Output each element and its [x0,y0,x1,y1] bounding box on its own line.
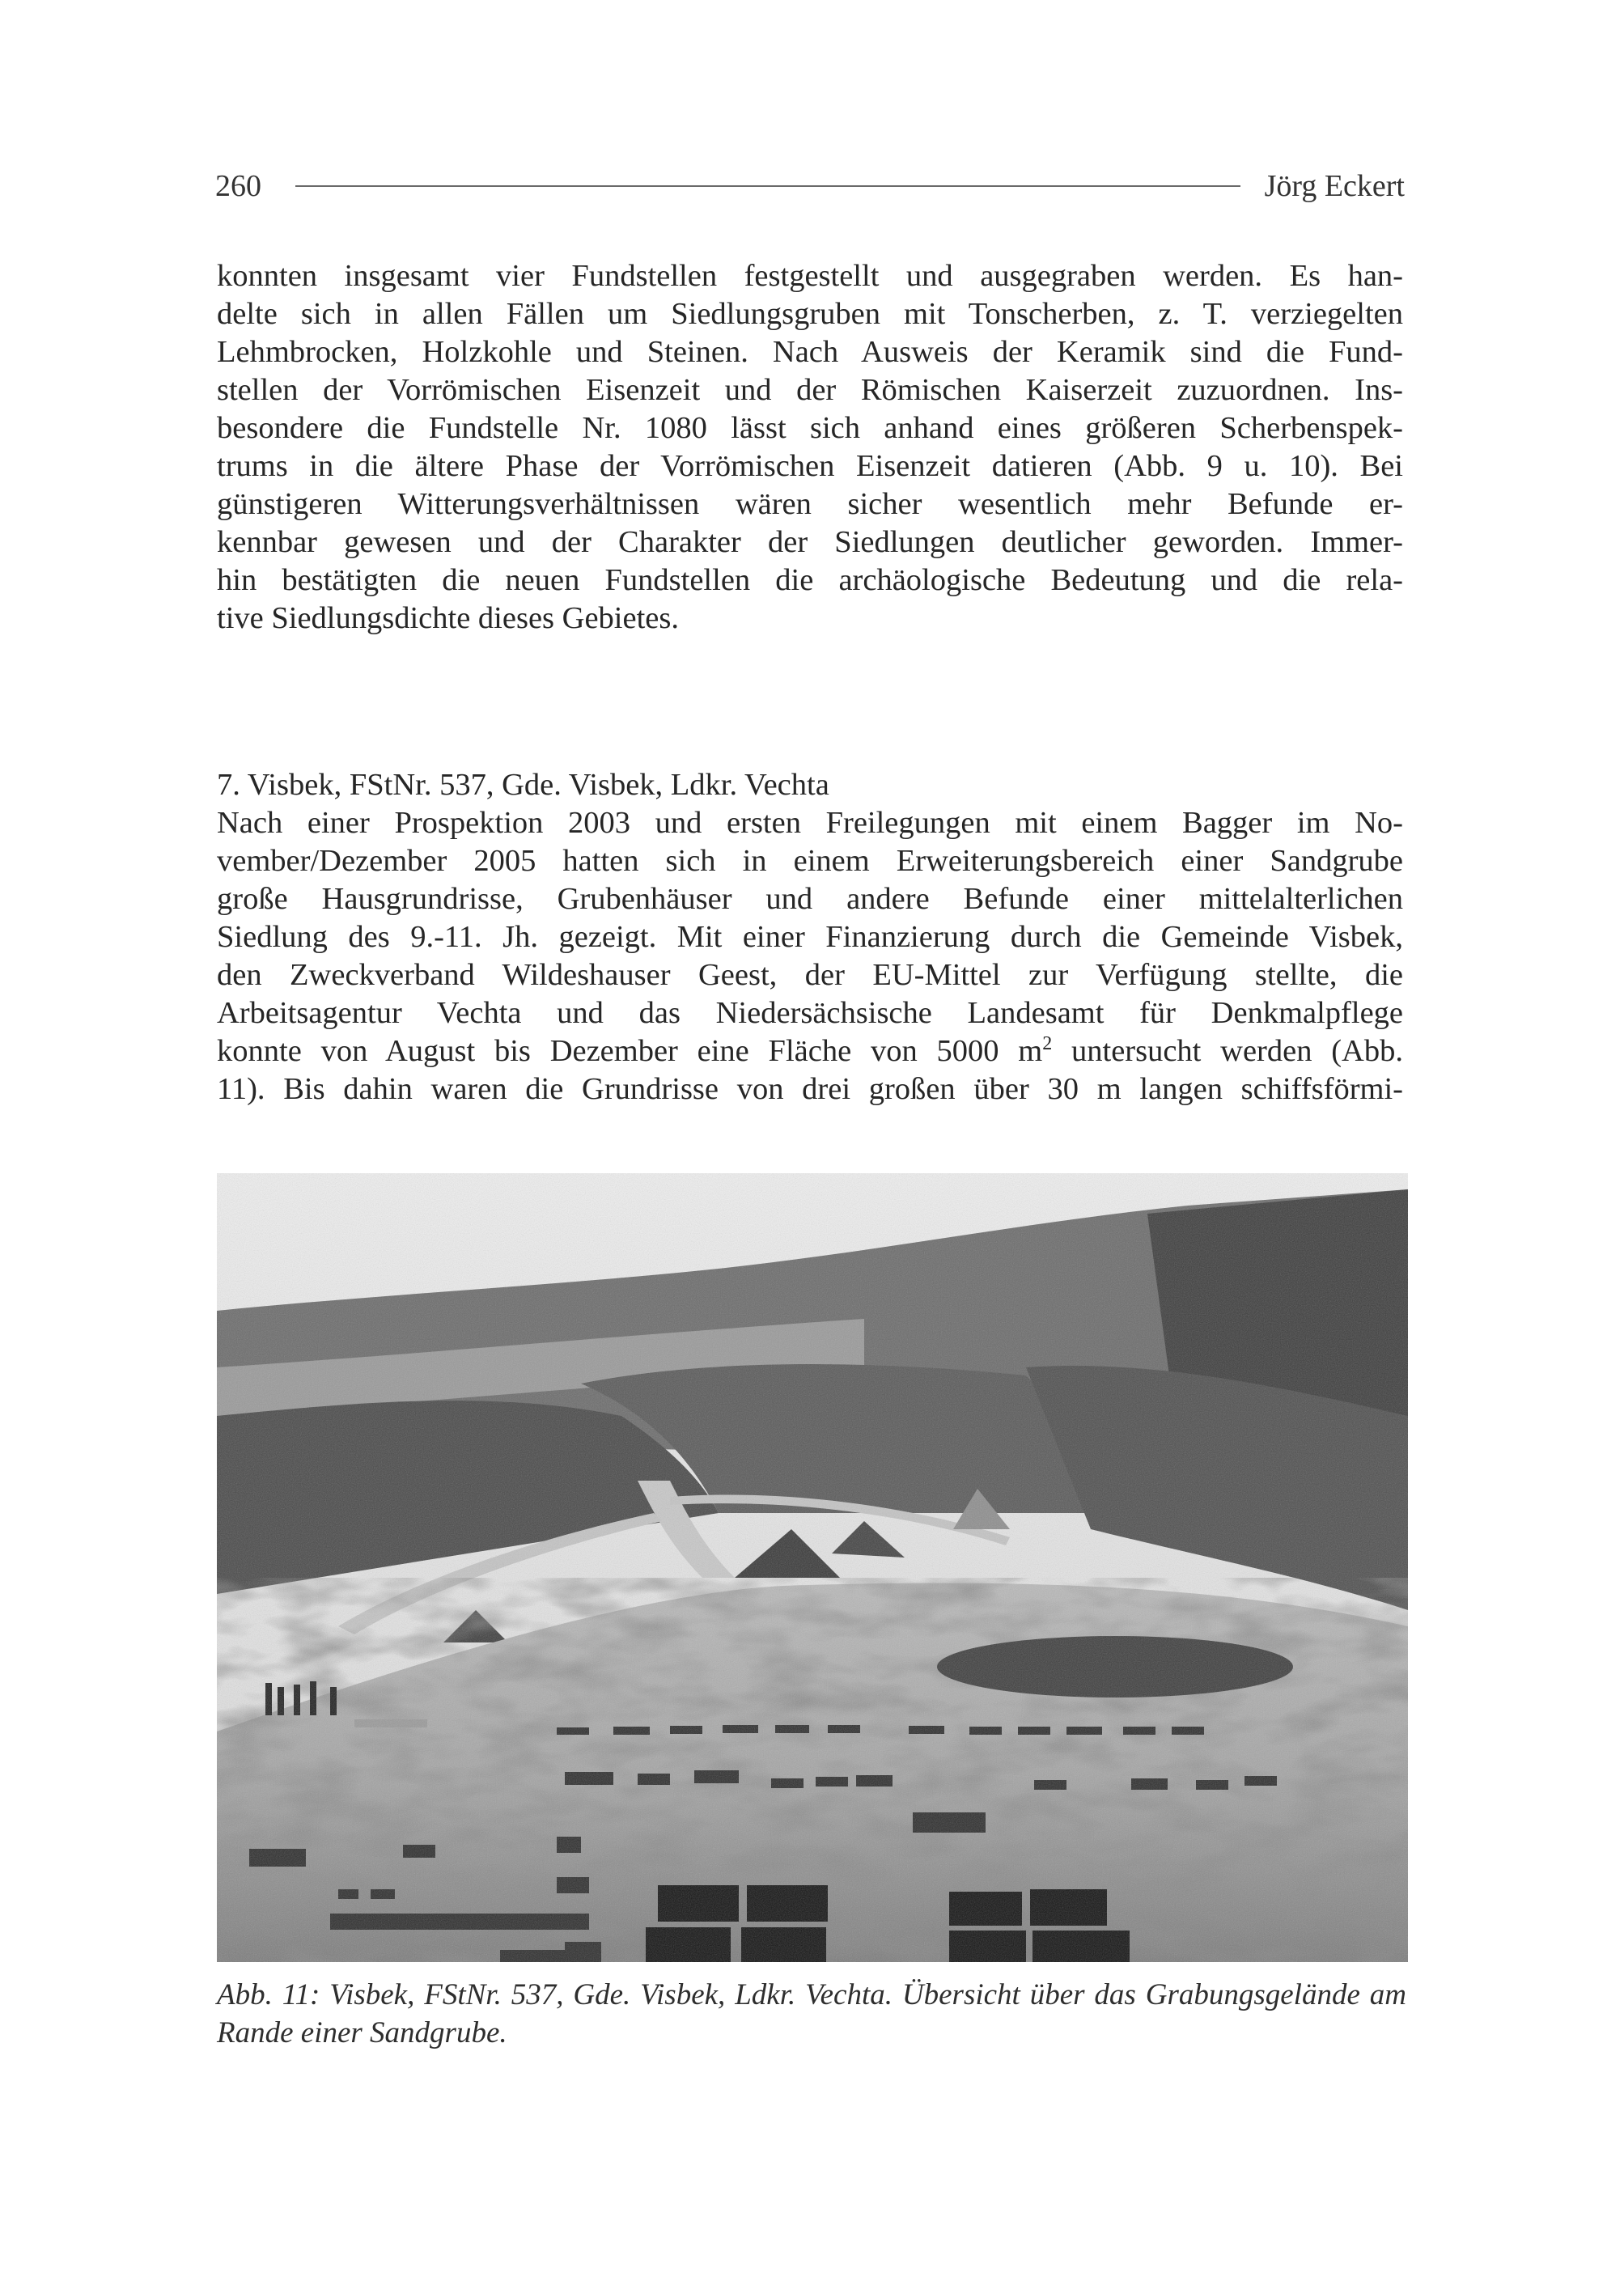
text-line: tive Siedlungsdichte dieses Gebietes. [217,601,679,635]
excavation-photo [217,1173,1408,1962]
photo-illustration [217,1173,1408,1962]
text-fragment: untersucht werden (Abb. [1052,1034,1403,1068]
superscript: 2 [1042,1033,1053,1054]
photo-grain [217,1173,1408,1962]
section-heading: 7. Visbek, FStNr. 537, Gde. Visbek, Ldkr. Vechta [217,768,829,802]
text-line: besondere die Fundstelle Nr. 1080 lässt sich anhand eines größeren Scherbenspek- [217,411,1403,445]
text-line: delte sich in allen Fällen um Siedlungsgruben mit Tonscherben, z. T. verziegelten [217,297,1403,331]
text-line: hin bestätigten die neuen Fundstellen die archäologische Bedeutung und die rela- [217,563,1403,597]
text-line: Siedlung des 9.-11. Jh. gezeigt. Mit einer Finanzierung durch die Gemeinde Visbek, [217,920,1403,954]
header-rule [295,185,1240,187]
running-header [215,162,1405,210]
text-line: vember/Dezember 2005 hatten sich in einem Erweiterungsbereich einer Sandgrube [217,844,1403,878]
text-line: trums in die ältere Phase der Vorrömischen Eisenzeit datieren (Abb. 9 u. 10). Bei [217,449,1403,483]
text-line: Nach einer Prospektion 2003 und ersten Freilegungen mit einem Bagger im No- [217,806,1403,840]
paragraph-1 [217,257,1403,638]
figure-caption [217,1976,1406,2052]
caption-line: Rande einer Sandgrube. [217,2016,507,2049]
text-line: konnten insgesamt vier Fundstellen festgestellt und ausgegraben werden. Es han- [217,259,1403,293]
text-line: kennbar gewesen und der Charakter der Siedlungen deutlicher geworden. Immer- [217,525,1403,559]
text-line: den Zweckverband Wildeshauser Geest, der EU-Mittel zur Verfügung stellte, die [217,958,1403,992]
text-line: Arbeitsagentur Vechta und das Niedersächsische Landesamt für Denkmalpflege [217,996,1403,1030]
page-number: 260 [215,169,261,203]
text-line: Lehmbrocken, Holzkohle und Steinen. Nach Ausweis der Keramik sind die Fund- [217,335,1403,369]
text-line-with-superscript [217,1032,1403,1070]
text-line: stellen der Vorrömischen Eisenzeit und der Römischen Kaiserzeit zuzuordnen. Ins- [217,373,1403,407]
text-line: günstigeren Witterungsverhältnissen wären sicher wesentlich mehr Befunde er- [217,487,1403,521]
text-line: große Hausgrundrisse, Grubenhäuser und andere Befunde einer mittelalterlichen [217,882,1403,916]
text-line: 11). Bis dahin waren die Grundrisse von drei großen über 30 m langen schiffsförmi- [217,1072,1403,1106]
section-7 [217,766,1403,1108]
caption-line: Abb. 11: Visbek, FStNr. 537, Gde. Visbek, Ldkr. Vechta. Übersicht über das Grabungsgelände am [217,1978,1406,2011]
text-fragment: konnte von August bis Dezember eine Fläche von 5000 m [217,1034,1043,1068]
header-author: Jörg Eckert [1264,169,1405,203]
